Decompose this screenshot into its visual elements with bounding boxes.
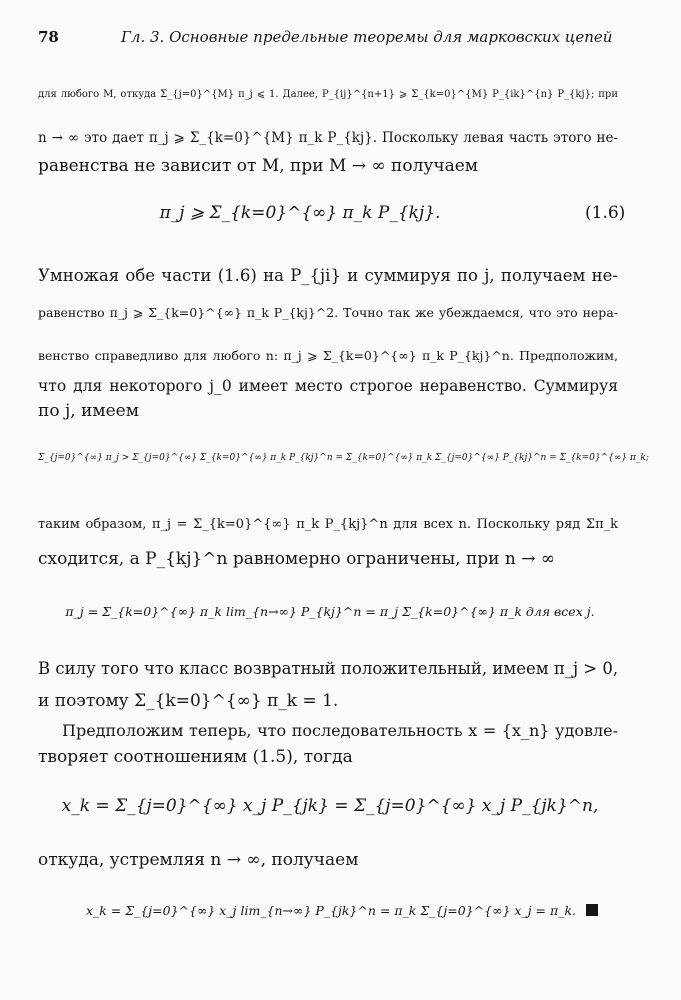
page-number: 78 <box>38 28 59 46</box>
text-line-2: n → ∞ это дает π_j ⩾ Σ_{k=0}^{M} π_k P_{kj}. Поскольку левая часть этого не- <box>38 130 618 146</box>
equation-sum-inequality: Σ_{j=0}^{∞} π_j > Σ_{j=0}^{∞} Σ_{k=0}^{∞} π_k P_{kj}^n = Σ_{k=0}^{∞} π_k Σ_{j=0}^{∞} P_{kj}^n = Σ_{k=0}^{∞} π_k; <box>38 453 649 463</box>
text-line-11: В силу того что класс возвратный положительный, имеем π_j > 0, <box>38 659 619 678</box>
text-line-7: что для некоторого j_0 имеет место строгое неравенство. Суммируя <box>38 377 618 395</box>
equation-1-6: π_j ⩾ Σ_{k=0}^{∞} π_k P_{kj}. <box>159 203 441 223</box>
text-line-10: сходится, а P_{kj}^n равномерно ограничены, при n → ∞ <box>38 549 556 569</box>
equation-number: (1.6) <box>585 203 626 223</box>
text-line-4: Умножая обе части (1.6) на P_{ji} и суммируя по j, получаем не- <box>38 266 618 285</box>
qed-square-icon <box>586 904 598 916</box>
text-line-3: равенства не зависит от M, при M → ∞ получаем <box>38 156 479 176</box>
text-line-1: для любого M, откуда Σ_{j=0}^{M} π_j ⩽ 1. Далее, P_{ij}^{n+1} ⩾ Σ_{k=0}^{M} P_{ik}^{n} P_{kj}; при <box>38 89 618 100</box>
text-line-9: таким образом, π_j = Σ_{k=0}^{∞} π_k P_{kj}^n для всех n. Поскольку ряд Σπ_k <box>38 517 618 532</box>
text-line-13: Предположим теперь, что последовательность x = {x_n} удовле- <box>62 721 618 740</box>
text-line-15: откуда, устремляя n → ∞, получаем <box>38 850 359 870</box>
running-header <box>38 28 638 50</box>
text-line-8: по j, имеем <box>38 401 139 421</box>
running-title: Гл. 3. Основные предельные теоремы для марковских цепей <box>121 28 613 46</box>
equation-final <box>82 901 602 921</box>
equation-x-k: x_k = Σ_{j=0}^{∞} x_j P_{jk} = Σ_{j=0}^{∞} x_j P_{jk}^n, <box>61 796 599 816</box>
text-line-14: творяет соотношениям (1.5), тогда <box>38 747 353 767</box>
equation-final-text: x_k = Σ_{j=0}^{∞} x_j lim_{n→∞} P_{jk}^n = π_k Σ_{j=0}^{∞} x_j = π_k. <box>85 903 577 918</box>
text-line-6: венство справедливо для любого n: π_j ⩾ Σ_{k=0}^{∞} π_k P_{kj}^n. Предположим, <box>38 348 618 363</box>
equation-limit: π_j = Σ_{k=0}^{∞} π_k lim_{n→∞} P_{kj}^n = π_j Σ_{k=0}^{∞} π_k для всех j. <box>65 604 595 619</box>
text-line-5: равенство π_j ⩾ Σ_{k=0}^{∞} π_k P_{kj}^2. Точно так же убеждаемся, что это нера- <box>38 305 618 320</box>
text-line-12: и поэтому Σ_{k=0}^{∞} π_k = 1. <box>38 691 339 711</box>
